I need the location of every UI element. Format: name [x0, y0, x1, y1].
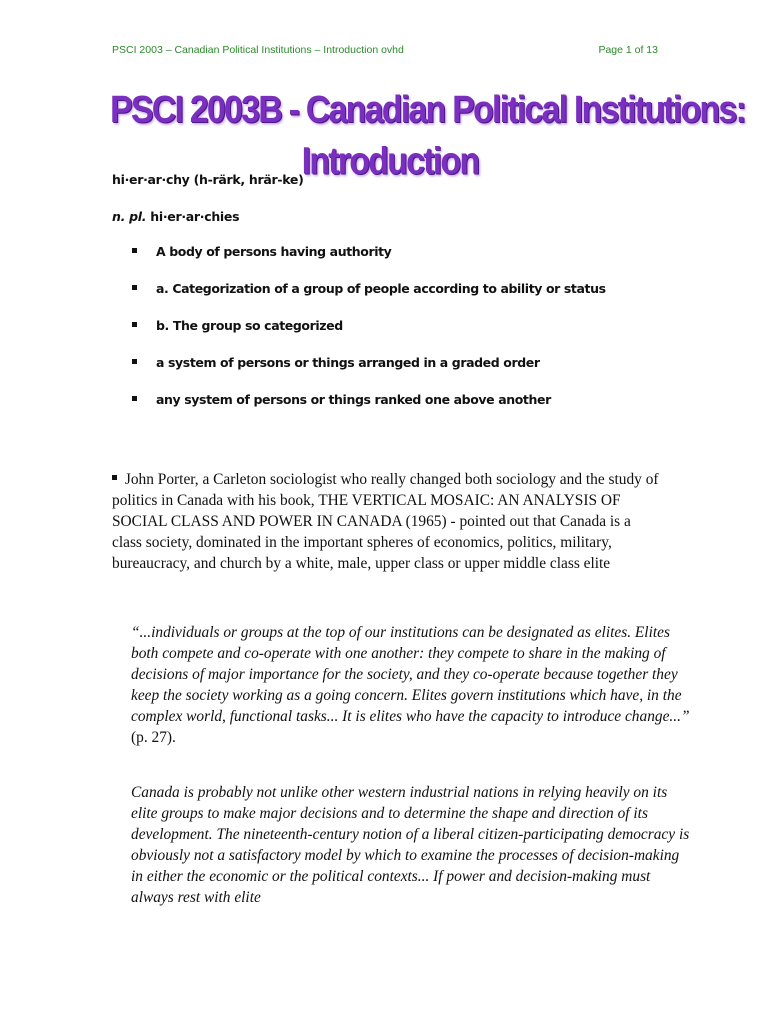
list-item: A body of persons having authority	[132, 244, 391, 259]
list-item: b. The group so categorized	[132, 318, 343, 333]
quote-1-citation: (p. 27).	[131, 729, 176, 746]
porter-quote-1	[131, 622, 691, 748]
porter-quote-2: Canada is probably not unlike other western industrial nations in relying heavily on its elite groups to make major decisions and to determine the shape and direction of its development. The nineteenth-century notion of a liberal citizen-participating democracy is obviously not a satisfactory model by which to examine the processes of decision-making in either the economic or the political contexts... If power and decision-making must always rest with elite	[131, 784, 690, 906]
header-course-title: PSCI 2003 – Canadian Political Institutions – Introduction ovhd	[112, 44, 404, 56]
porter-paragraph	[112, 469, 664, 574]
list-item: any system of persons or things ranked one above another	[132, 392, 551, 407]
porter-text: John Porter, a Carleton sociologist who really changed both sociology and the study of politics in Canada with his book, THE VERTICAL MOSAIC: AN ANALYSIS OF SOCIAL CLASS AND POWER IN CANADA (1965) - pointed out that Canada is a class society, dominated in the important spheres of economics, politics, military, bureaucracy, and church by a white, male, upper class or upper middle class elite	[112, 471, 659, 572]
list-item: a system of persons or things arranged in a graded order	[132, 355, 540, 370]
part-of-speech: n. pl.	[112, 209, 147, 224]
title-line-1: PSCI 2003B - Canadian Political Institutions:	[110, 88, 746, 132]
definition-plural-line	[112, 209, 239, 224]
header-page-number: Page 1 of 13	[598, 44, 658, 56]
bullet-icon	[132, 248, 137, 253]
bullet-icon	[132, 285, 137, 290]
quote-1-text: “...individuals or groups at the top of our institutions can be designated as elites. Elites both compete and co-operate with one another: they compete to share in the making of decisions of major importance for the society, and they co-operate because together they keep the society working as a going concern. Elites govern institutions which have, in the complex world, functional tasks... It is elites who have the capacity to introduce change...”	[131, 624, 690, 725]
bullet-icon	[132, 359, 137, 364]
bullet-icon	[132, 322, 137, 327]
list-item: a. Categorization of a group of people according to ability or status	[132, 281, 606, 296]
definition-headword: hi·er·ar·chy (h-rärk, hrär-ke)	[112, 172, 304, 187]
title-line-2: Introduction	[301, 140, 479, 183]
plural-form: hi·er·ar·chies	[146, 209, 240, 224]
bullet-icon	[112, 475, 117, 480]
bullet-icon	[132, 396, 137, 401]
